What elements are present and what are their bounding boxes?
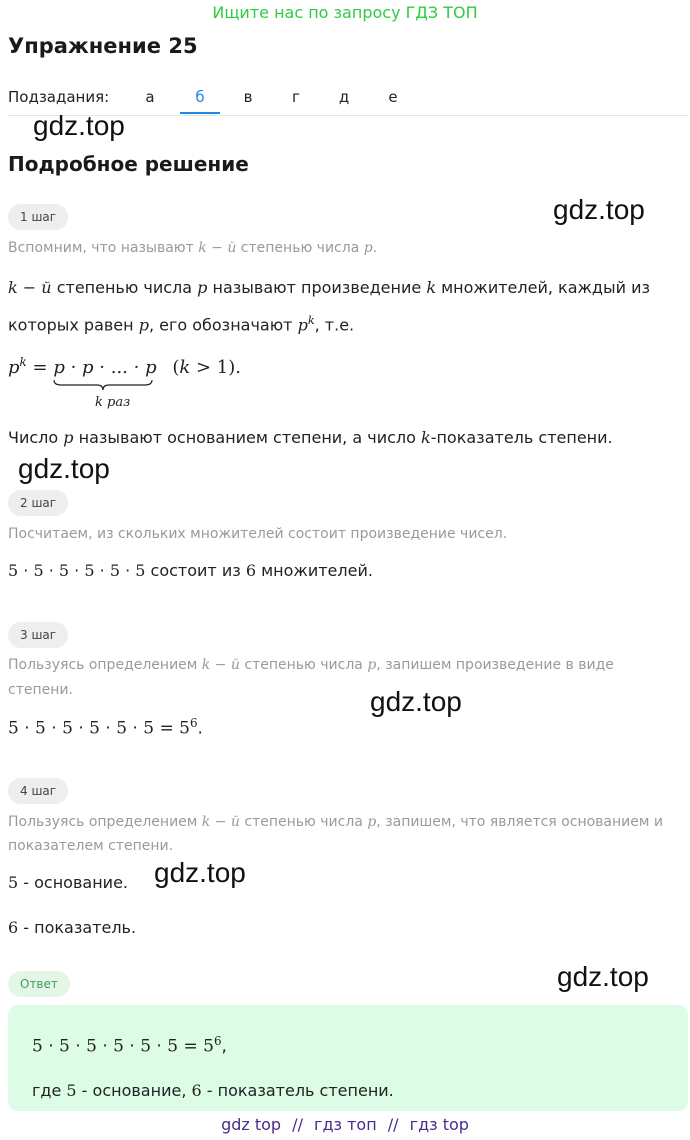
solution-title: Подробное решение: [8, 152, 249, 176]
footer-links: [0, 1115, 690, 1134]
step-hint: показателем степени.: [8, 838, 174, 854]
footer-link[interactable]: гдз top: [409, 1115, 469, 1134]
underbrace-icon: [53, 379, 153, 391]
tab-v[interactable]: в: [243, 88, 253, 106]
answer-formula: $5 \cdot 5 \cdot 5 \cdot 5 \cdot 5 \cdot 5 = 5^6$,: [32, 1034, 227, 1057]
tab-d[interactable]: д: [338, 88, 350, 106]
tab-e[interactable]: е: [388, 88, 398, 106]
step-hint: Пользуясь определением k − й степенью числа p, запишем, что является основанием и: [8, 814, 663, 830]
power-definition-formula: $p^k = p \cdot p$ · ... · p (k > 1).: [8, 355, 241, 378]
step-text: которых равен p, его обозначают $p^k$, т.е.: [8, 314, 355, 335]
active-tab-indicator: [180, 112, 220, 114]
step-text: 6 - показатель.: [8, 918, 137, 937]
search-banner: Ищите нас по запросу ГДЗ ТОП: [212, 3, 478, 22]
tab-b[interactable]: б: [195, 88, 205, 106]
underbrace-label: k раз: [95, 395, 131, 410]
step-badge: 4 шаг: [8, 778, 68, 804]
step-badge: 1 шаг: [8, 204, 68, 230]
step-text: Число p называют основанием степени, а число k-показатель степени.: [8, 428, 613, 447]
footer-separator: //: [387, 1115, 399, 1134]
step-badge: 3 шаг: [8, 622, 68, 648]
step-text: 5 · 5 · 5 · 5 · 5 · 5 состоит из 6 множителей.: [8, 561, 373, 580]
page-title: Упражнение 25: [8, 34, 198, 58]
step-hint: Пользуясь определением k − й степенью числа p, запишем произведение в виде: [8, 657, 614, 673]
step-badge: 2 шаг: [8, 490, 68, 516]
step-text: k − й степенью числа p называют произведение k множителей, каждый из: [8, 278, 651, 297]
answer-badge: Ответ: [8, 971, 70, 997]
answer-text: где 5 - основание, 6 - показатель степени.: [32, 1081, 394, 1100]
footer-link[interactable]: gdz top: [221, 1115, 282, 1134]
tab-a[interactable]: а: [145, 88, 155, 106]
subtasks-label: Подзадания:: [8, 88, 110, 106]
footer-separator: //: [292, 1115, 303, 1134]
step-hint: Вспомним, что называют k − й степенью числа p.: [8, 240, 378, 256]
watermark: gdz.top: [557, 961, 649, 992]
step-hint: Посчитаем, из скольких множителей состоит произведение чисел.: [8, 526, 508, 542]
watermark: gdz.top: [553, 194, 645, 225]
tab-g[interactable]: г: [292, 88, 300, 106]
footer-link[interactable]: гдз топ: [314, 1115, 377, 1134]
watermark: gdz.top: [33, 110, 125, 141]
watermark: gdz.top: [18, 453, 110, 484]
step-formula: $5 \cdot 5 \cdot 5 \cdot 5 \cdot 5 \cdot 5 = 5^6$.: [8, 716, 203, 739]
step-text: 5 - основание.: [8, 873, 128, 892]
step-hint: степени.: [8, 682, 73, 698]
watermark: gdz.top: [370, 686, 462, 717]
watermark: gdz.top: [154, 857, 246, 888]
